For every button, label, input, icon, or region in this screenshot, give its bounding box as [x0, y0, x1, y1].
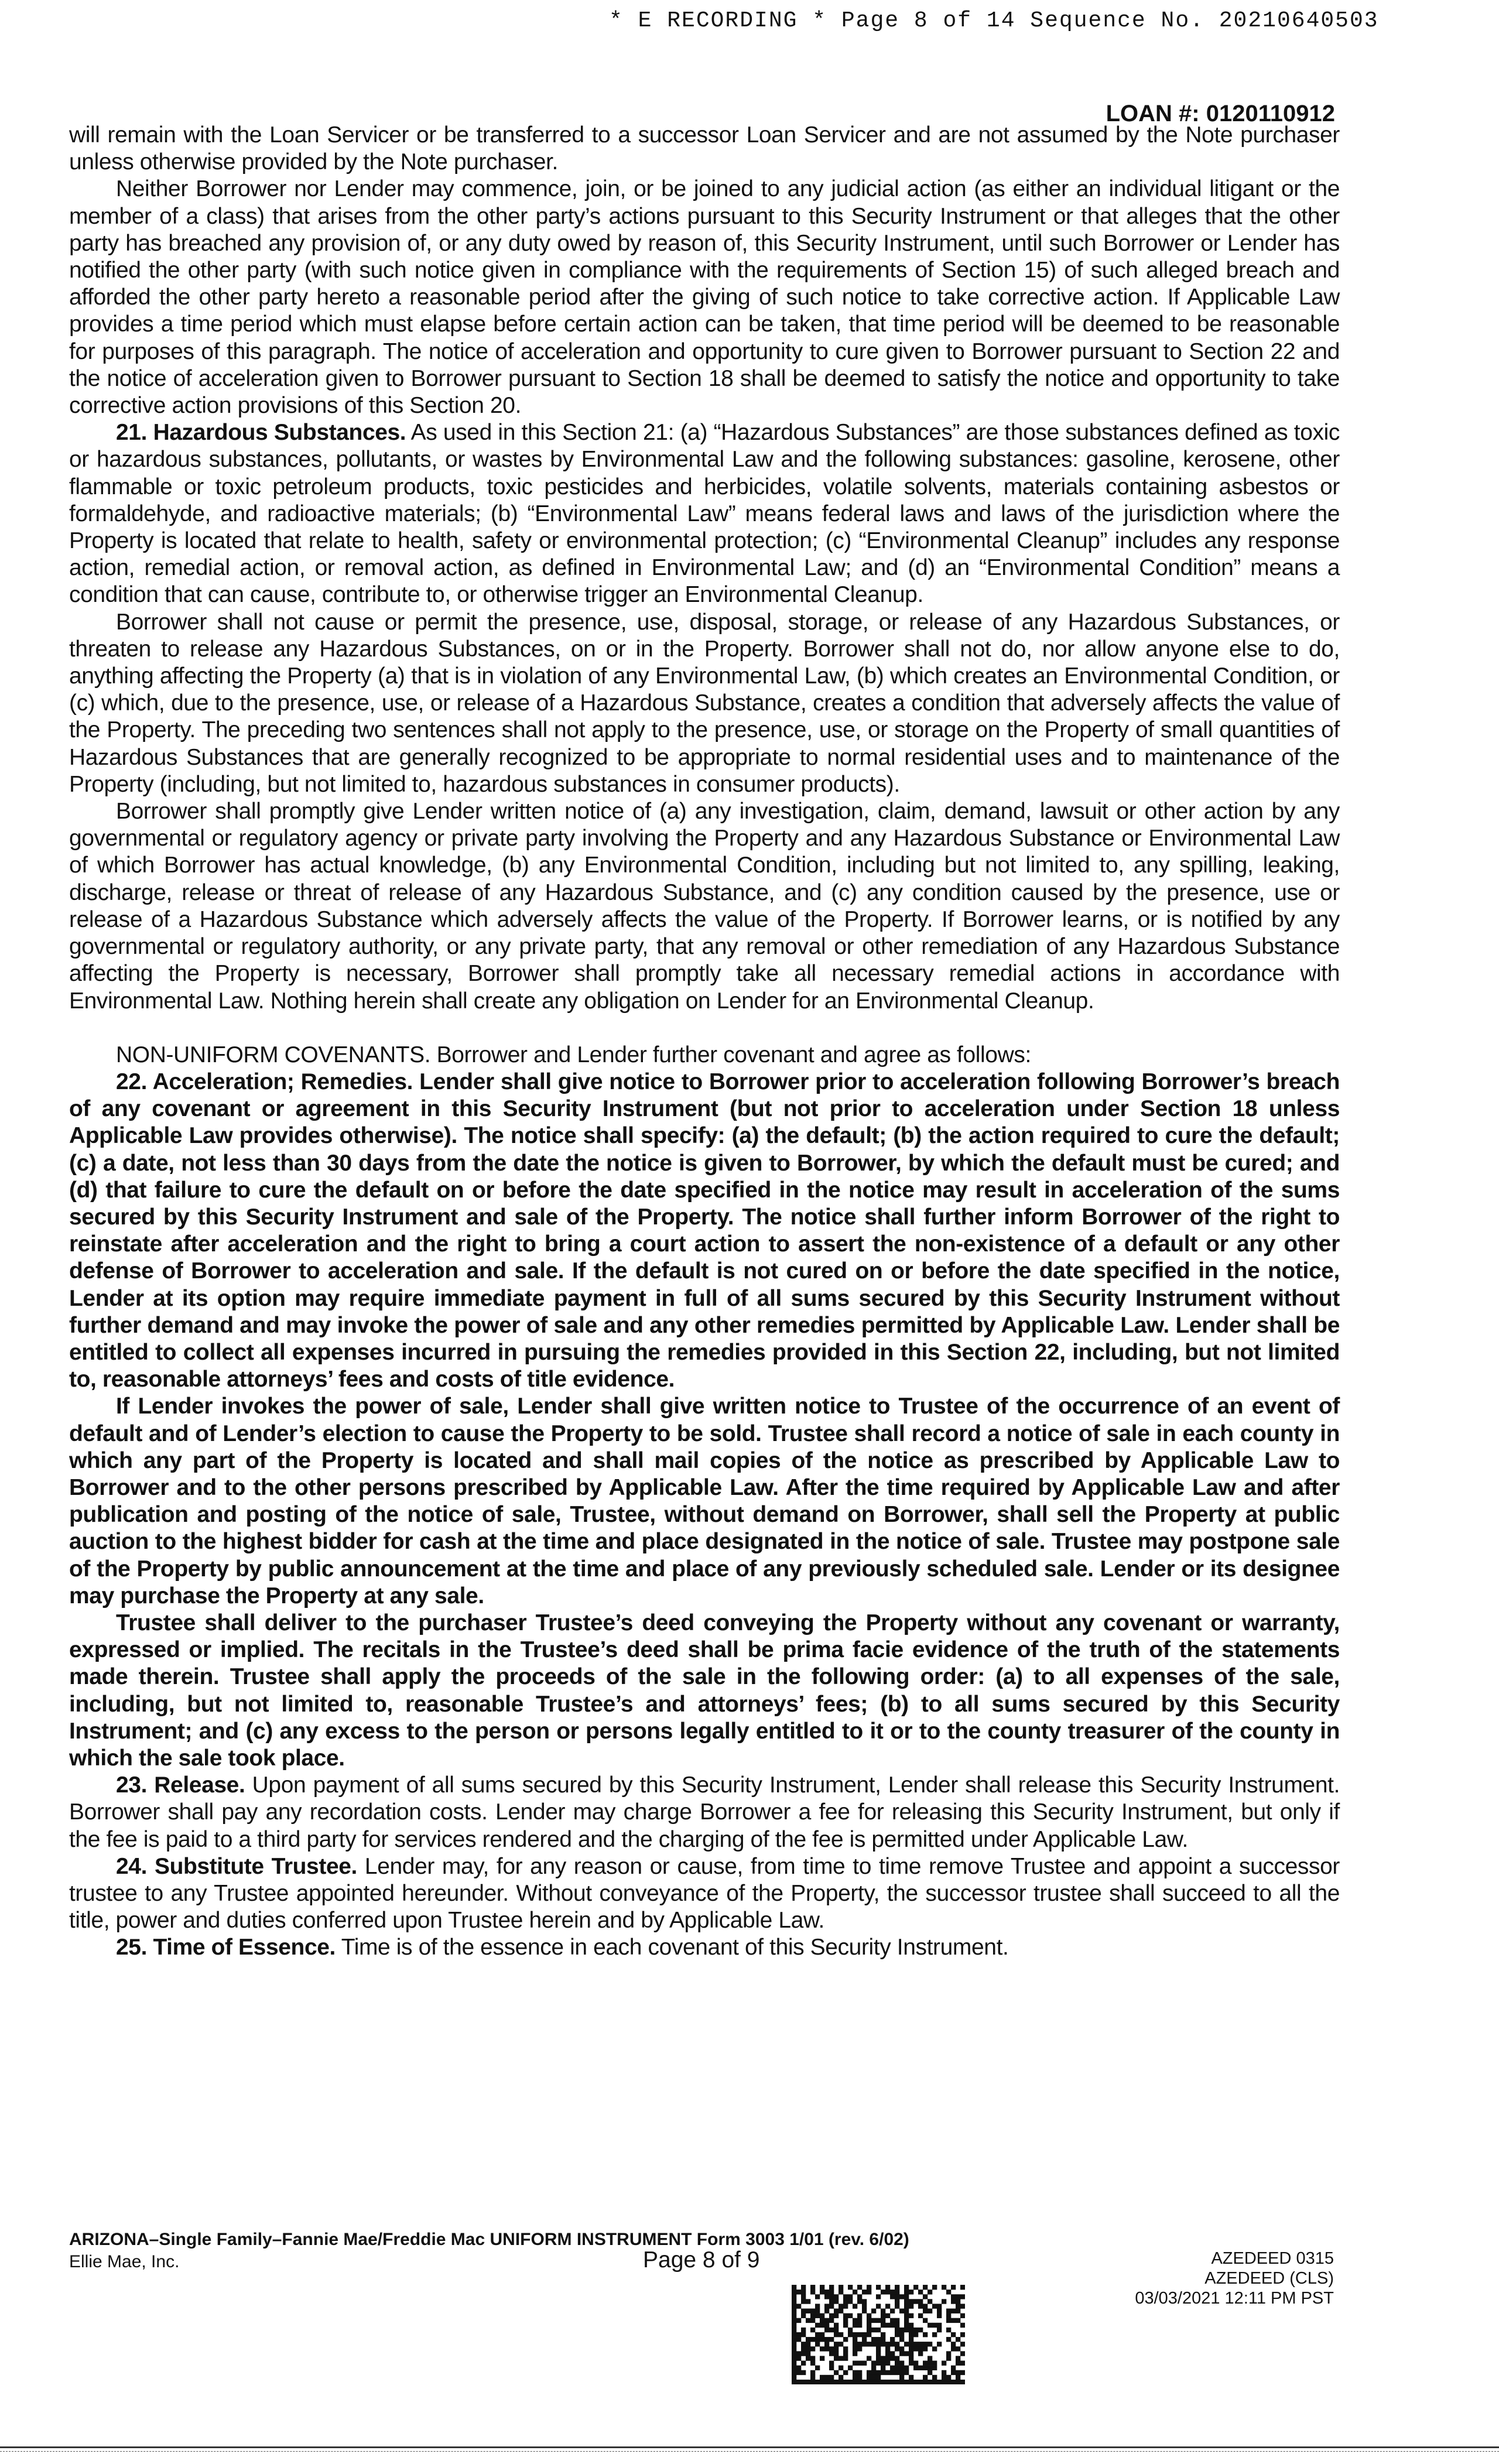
section-23-release — [69, 1772, 1340, 1853]
section-25-text: Time is of the essence in each covenant of this Security Instrument. — [335, 1935, 1009, 1960]
document-codes — [1135, 2249, 1334, 2308]
vendor-name: Ellie Mae, Inc. — [69, 2252, 180, 2271]
section-23-heading: 23. Release. — [116, 1772, 245, 1798]
paragraph-servicer-continuation: will remain with the Loan Servicer or be transferred to a successor Loan Servicer and are not assumed by the Note purchaser unless otherwise provided by the Note purchaser. — [69, 122, 1340, 175]
section-24-text: Lender may, for any reason or cause, from time to time remove Trustee and appoint a successor trustee to any Trustee appointed hereunder. Without conveyance of the Property, the successor trustee shall succeed to all the title, power and duties conferred upon Trustee herein and by Applicable Law. — [69, 1853, 1340, 1933]
paragraph-section-20-notice: Neither Borrower nor Lender may commence, join, or be joined to any judicial action (as either an individual litigant or the member of a class) that arises from the other party’s actions pursuant to this Security Instrument or that alleges that the other party has breached any provision of, or any duty owed by reason of, this Security Instrument, until such Borrower or Lender has notified the other party (with such notice given in compliance with the requirements of Section 15) of such alleged breach and afforded the other party hereto a reasonable period after the giving of such notice to take corrective action. If Applicable Law provides a time period which must elapse before certain action can be taken, that time period will be deemed to be reasonable for purposes of this paragraph. The notice of acceleration and opportunity to cure given to Borrower pursuant to Section 22 and the notice of acceleration given to Borrower pursuant to Section 18 shall be deemed to satisfy the notice and opportunity to take corrective action provisions of this Section 20. — [69, 176, 1340, 419]
paragraph-hazardous-presence: Borrower shall not cause or permit the presence, use, disposal, storage, or release of any Hazardous Substances, or threaten to release any Hazardous Substances, on or in the Property. Borrower shall not do, nor allow anyone else to do, anything affecting the Property (a) that is in violation of any Environmental Law, (b) which creates an Environmental Condition, or (c) which, due to the presence, use, or release of a Hazardous Substance, creates a condition that adversely affects the value of the Property. The preceding two sentences shall not apply to the presence, use, or storage on the Property of small quantities of Hazardous Substances that are generally recognized to be appropriate to normal residential uses and to maintenance of the Property (including, but not limited to, hazardous substances in consumer products). — [69, 609, 1340, 797]
section-22-trustee-deed: Trustee shall deliver to the purchaser Trustee’s deed conveying the Property without any covenant or warranty, expressed or implied. The recitals in the Trustee’s deed shall be prima facie evidence of the truth of the statements made therein. Trustee shall apply the proceeds of the sale in the following order: (a) to all expenses of the sale, including, but not limited to, reasonable Trustee’s and attorneys’ fees; (b) to all sums secured by this Security Instrument; and (c) any excess to the person or persons legally entitled to it or to the county treasurer of the county in which the sale took place. — [69, 1610, 1340, 1771]
section-22-acceleration-remedies: 22. Acceleration; Remedies. Lender shall give notice to Borrower prior to acceleration following Borrower’s breach of any covenant or agreement in this Security Instrument (but not prior to acceleration under Section 18 unless Applicable Law provides otherwise). The notice shall specify: (a) the default; (b) the action required to cure the default; (c) a date, not less than 30 days from the date the notice is given to Borrower, by which the default must be cured; and (d) that failure to cure the default on or before the date specified in the notice may result in acceleration of the sums secured by this Security Instrument and sale of the Property. The notice shall further inform Borrower of the right to reinstate after acceleration and the right to bring a court action to assert the non-existence of a default or any other defense of Borrower to acceleration and sale. If the default is not cured on or before the date specified in the notice, Lender at its option may require immediate payment in full of all sums secured by this Security Instrument without further demand and may invoke the power of sale and any other remedies permitted by Applicable Law. Lender shall be entitled to collect all expenses incurred in pursuing the remedies provided in this Section 22, including, but not limited to, reasonable attorneys’ fees and costs of title evidence. — [69, 1069, 1340, 1392]
recording-stamp: * E RECORDING * Page 8 of 14 Sequence No. 20210640503 — [609, 8, 1379, 33]
doc-code-primary: AZEDEED 0315 — [1211, 2249, 1334, 2268]
scan-edge-line-dashed — [0, 2451, 1499, 2452]
section-21-hazardous-substances — [69, 419, 1340, 608]
print-timestamp: 03/03/2021 12:11 PM PST — [1135, 2289, 1334, 2308]
paragraph-hazardous-notice: Borrower shall promptly give Lender written notice of (a) any investigation, claim, demand, lawsuit or other action by any governmental or regulatory agency or private party involving the Property and any Hazardous Substance or Environmental Law of which Borrower has actual knowledge, (b) any Environmental Condition, including but not limited to, any spilling, leaking, discharge, release or threat of release of any Hazardous Substance, and (c) any condition caused by the presence, use or release of a Hazardous Substance which adversely affects the value of the Property. If Borrower learns, or is notified by any governmental or regulatory authority, or any private party, that any removal or other remediation of any Hazardous Substance affecting the Property is necessary, Borrower shall promptly take all necessary remedial actions in accordance with Environmental Law. Nothing herein shall create any obligation on Lender for an Environmental Cleanup. — [69, 799, 1340, 1014]
form-title: ARIZONA–Single Family–Fannie Mae/Freddie Mac UNIFORM INSTRUMENT Form 3003 1/01 (rev. 6/02) — [69, 2230, 909, 2249]
section-25-time-of-essence — [69, 1934, 1340, 1961]
section-24-substitute-trustee — [69, 1853, 1340, 1935]
section-22-power-of-sale: If Lender invokes the power of sale, Lender shall give written notice to Trustee of the occurrence of an event of default and of Lender’s election to cause the Property to be sold. Trustee shall record a notice of sale in each county in which any part of the Property is located and shall mail copies of the notice as prescribed by Applicable Law to Borrower and to the other persons prescribed by Applicable Law. After the time required by Applicable Law and after publication and posting of the notice of sale, Trustee, without demand on Borrower, shall sell the Property at public auction to the highest bidder for cash at the time and place designated in the notice of sale. Trustee may postpone sale of the Property by public announcement at the time and place of any previously scheduled sale. Lender or its designee may purchase the Property at any sale. — [69, 1394, 1340, 1609]
section-21-text: As used in this Section 21: (a) “Hazardous Substances” are those substances defined as toxic or hazardous substances, pollutants, or wastes by Environmental Law and the following substances: gasoline, kerosene, other flammable or toxic petroleum products, toxic pesticides and herbicides, volatile solvents, materials containing asbestos or formaldehyde, and radioactive materials; (b) “Environmental Law” means federal laws and laws of the jurisdiction where the Property is located that relate to health, safety or environmental protection; (c) “Environmental Cleanup” includes any response action, remedial action, or removal action, as defined in Environmental Law; and (d) an “Environmental Condition” means a condition that can cause, contribute to, or otherwise trigger an Environmental Cleanup. — [69, 420, 1340, 608]
loan-number: LOAN #: 0120110912 — [1106, 101, 1335, 126]
page-number: Page 8 of 9 — [643, 2247, 760, 2273]
section-21-heading: 21. Hazardous Substances. — [116, 420, 406, 446]
doc-code-secondary: AZEDEED (CLS) — [1204, 2269, 1334, 2288]
document-barcode — [792, 2285, 965, 2384]
non-uniform-covenants: NON-UNIFORM COVENANTS. Borrower and Lender further covenant and agree as follows: — [116, 1042, 1031, 1067]
section-24-heading: 24. Substitute Trustee. — [116, 1853, 357, 1879]
section-25-heading: 25. Time of Essence. — [116, 1935, 336, 1960]
scan-edge-line — [0, 2446, 1499, 2448]
section-23-text: Upon payment of all sums secured by this Security Instrument, Lender shall release this Security Instrument. Borrower shall pay any recordation costs. Lender may charge Borrower a fee for releasing this Security Instrument, but only if the fee is paid to a third party for services rendered and the charging of the fee is permitted under Applicable Law. — [69, 1772, 1340, 1852]
document-body — [69, 122, 1340, 1962]
